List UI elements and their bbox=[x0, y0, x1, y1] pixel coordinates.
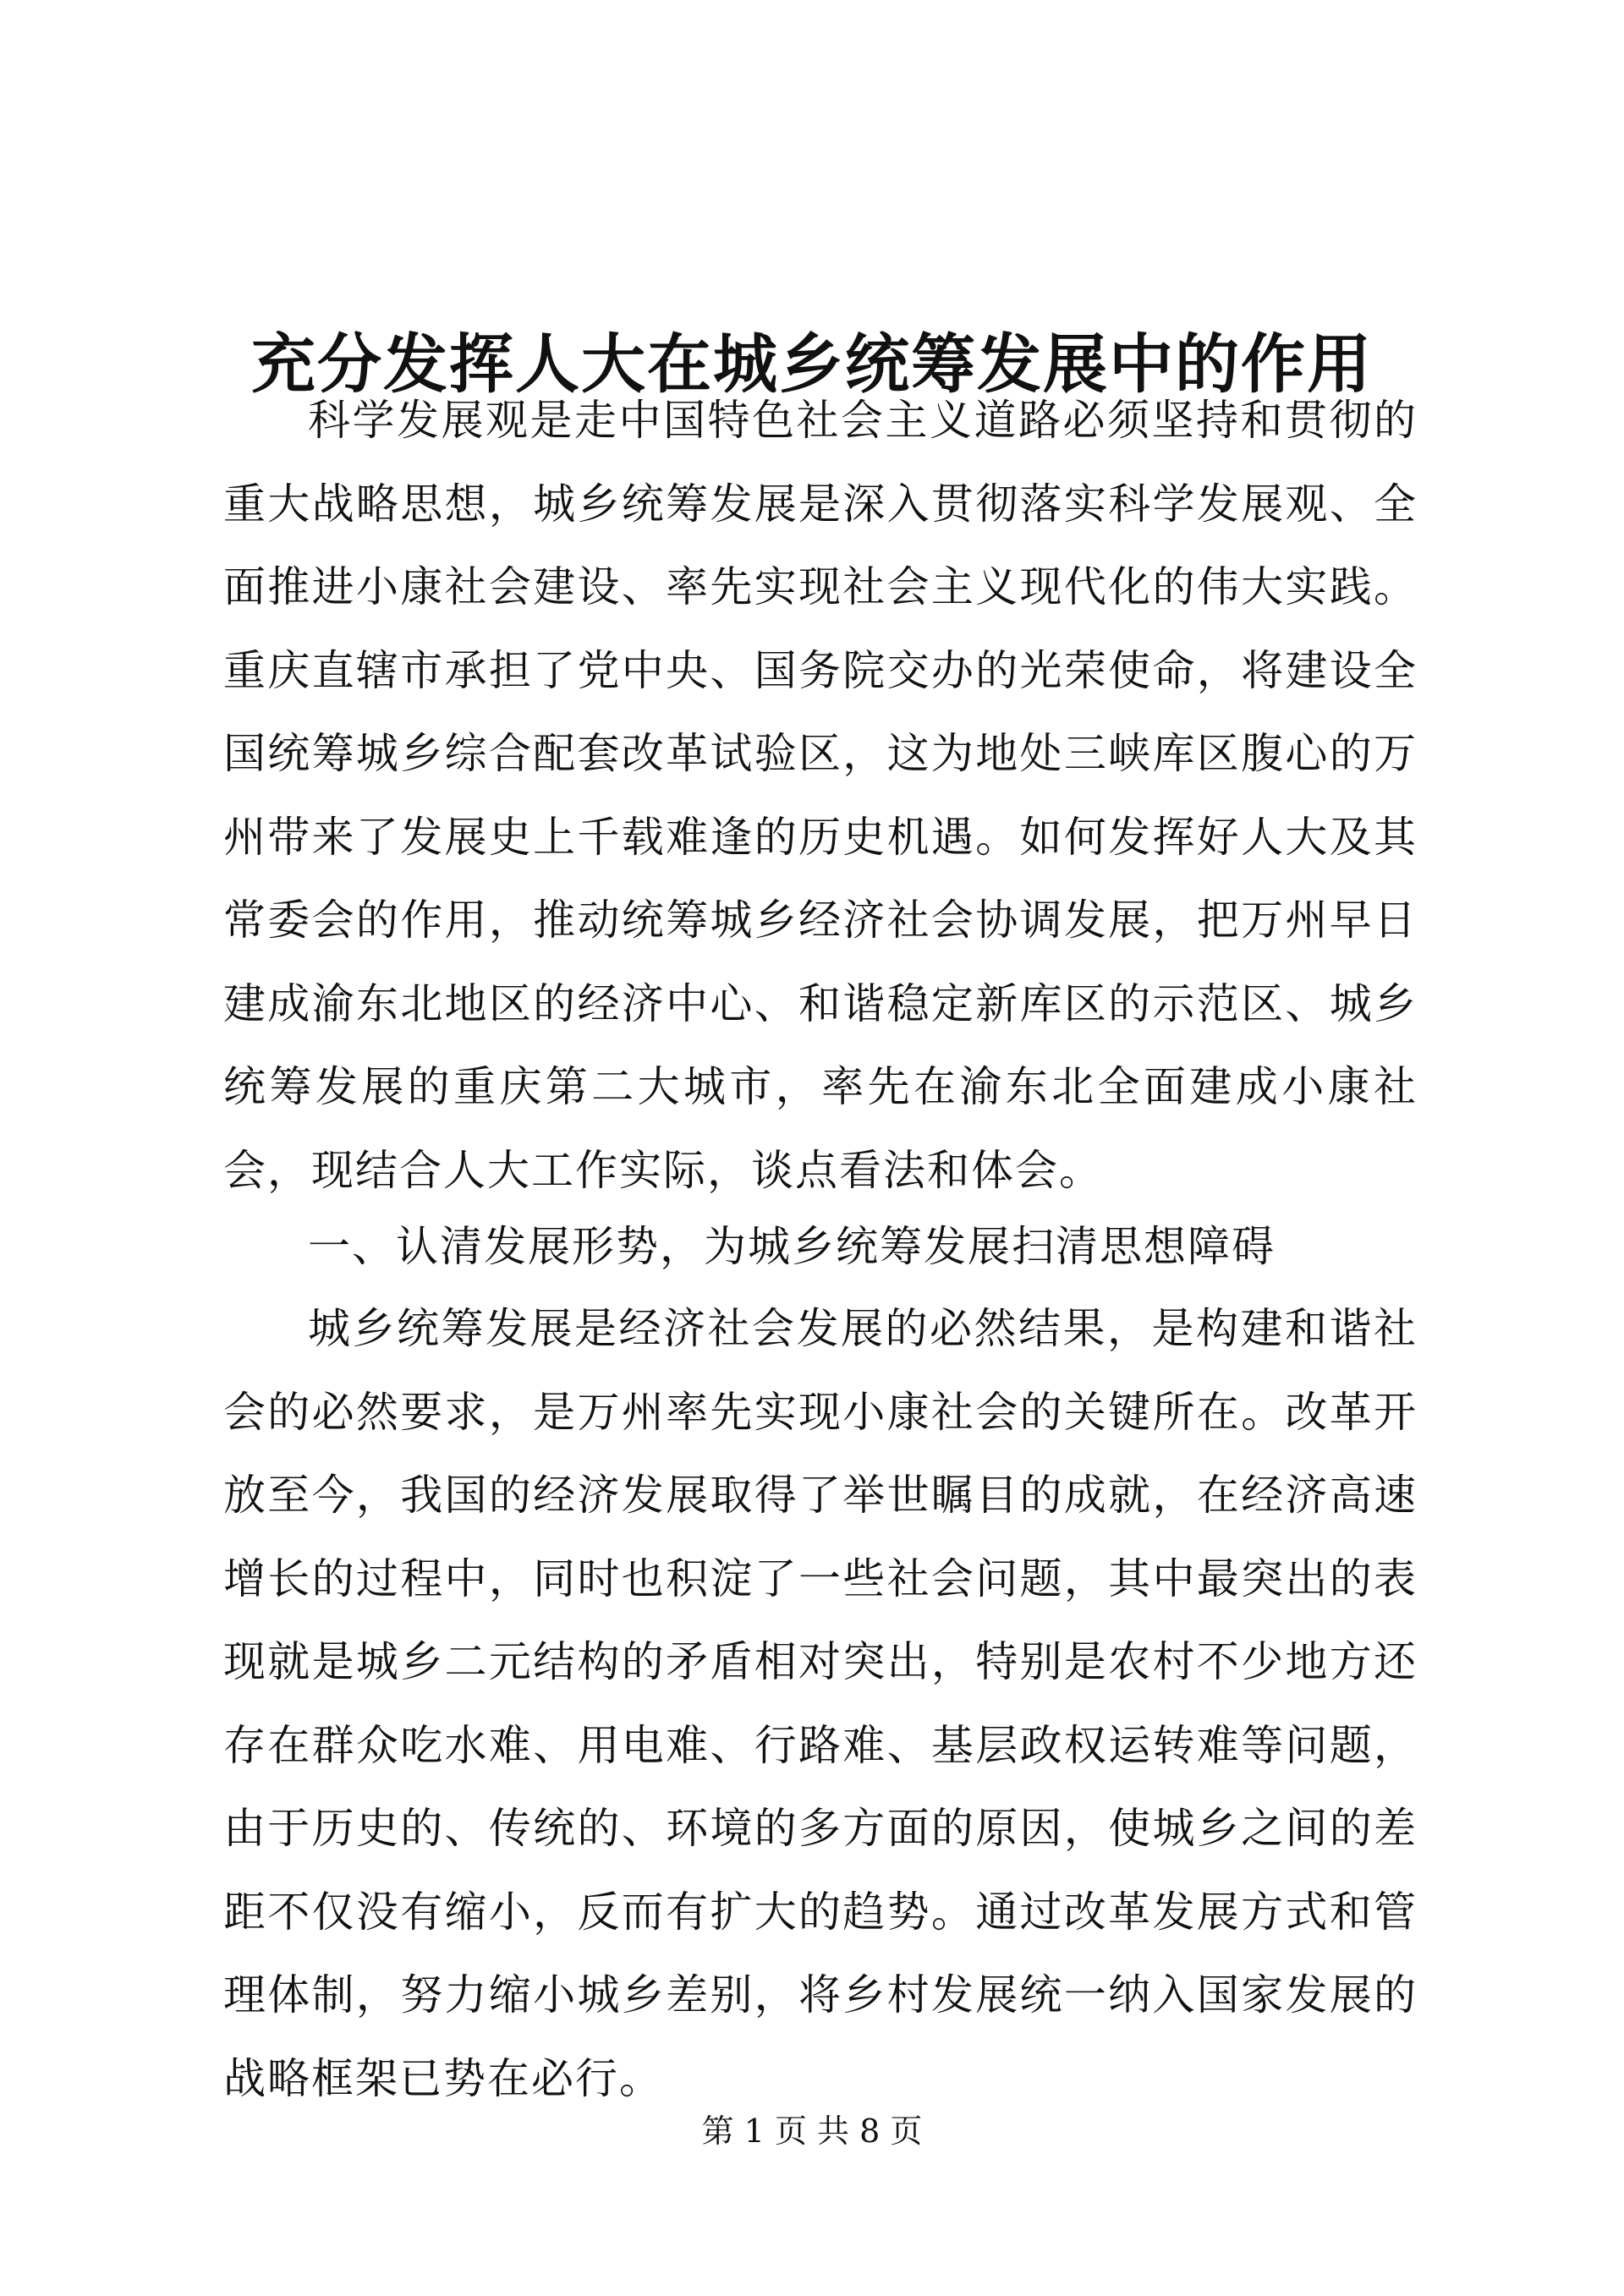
page-number-footer: 第 1 页 共 8 页 bbox=[701, 2112, 923, 2150]
intro-paragraph: 科学发展观是走中国特色社会主义道路必须坚持和贯彻的重大战略思想，城乡统筹发展是深入贯彻落实科学发展观、全面推进小康社会建设、率先实现社会主义现代化的伟大实践。重庆直辖市承担了党中央、国务院交办的光荣使命，将建设全国统筹城乡综合配套改革试验区，这为地处三峡库区腹心的万州带来了发展史上千载难逢的历史机遇。如何发挥好人大及其常委会的作用，推动统筹城乡经济社会协调发展，把万州早日建成渝东北地区的经济中心、和谐稳定新库区的示范区、城乡统筹发展的重庆第二大城市，率先在渝东北全面建成小康社会，现结合人大工作实际，谈点看法和体会。 bbox=[223, 396, 1418, 1195]
section-heading: 一、认清发展形势，为城乡统筹发展扫清思想障碍 bbox=[308, 1222, 1276, 1271]
section-heading-block bbox=[223, 1205, 1418, 1289]
section-paragraph-block bbox=[223, 1287, 1418, 2120]
intro-paragraph-block bbox=[223, 379, 1418, 1212]
section-paragraph: 城乡统筹发展是经济社会发展的必然结果，是构建和谐社会的必然要求，是万州率先实现小康社会的关键所在。改革开放至今，我国的经济发展取得了举世瞩目的成就，在经济高速增长的过程中，同时也积淀了一些社会问题，其中最突出的表现就是城乡二元结构的矛盾相对突出，特别是农村不少地方还存在群众吃水难、用电难、行路难、基层政权运转难等问题，由于历史的、传统的、环境的多方面的原因，使城乡之间的差距不仅没有缩小，反而有扩大的趋势。通过改革发展方式和管理体制，努力缩小城乡差别，将乡村发展统一纳入国家发展的战略框架已势在必行。 bbox=[223, 1304, 1418, 2103]
document-title: 充分发挥人大在城乡统筹发展中的作用 bbox=[251, 326, 1373, 402]
